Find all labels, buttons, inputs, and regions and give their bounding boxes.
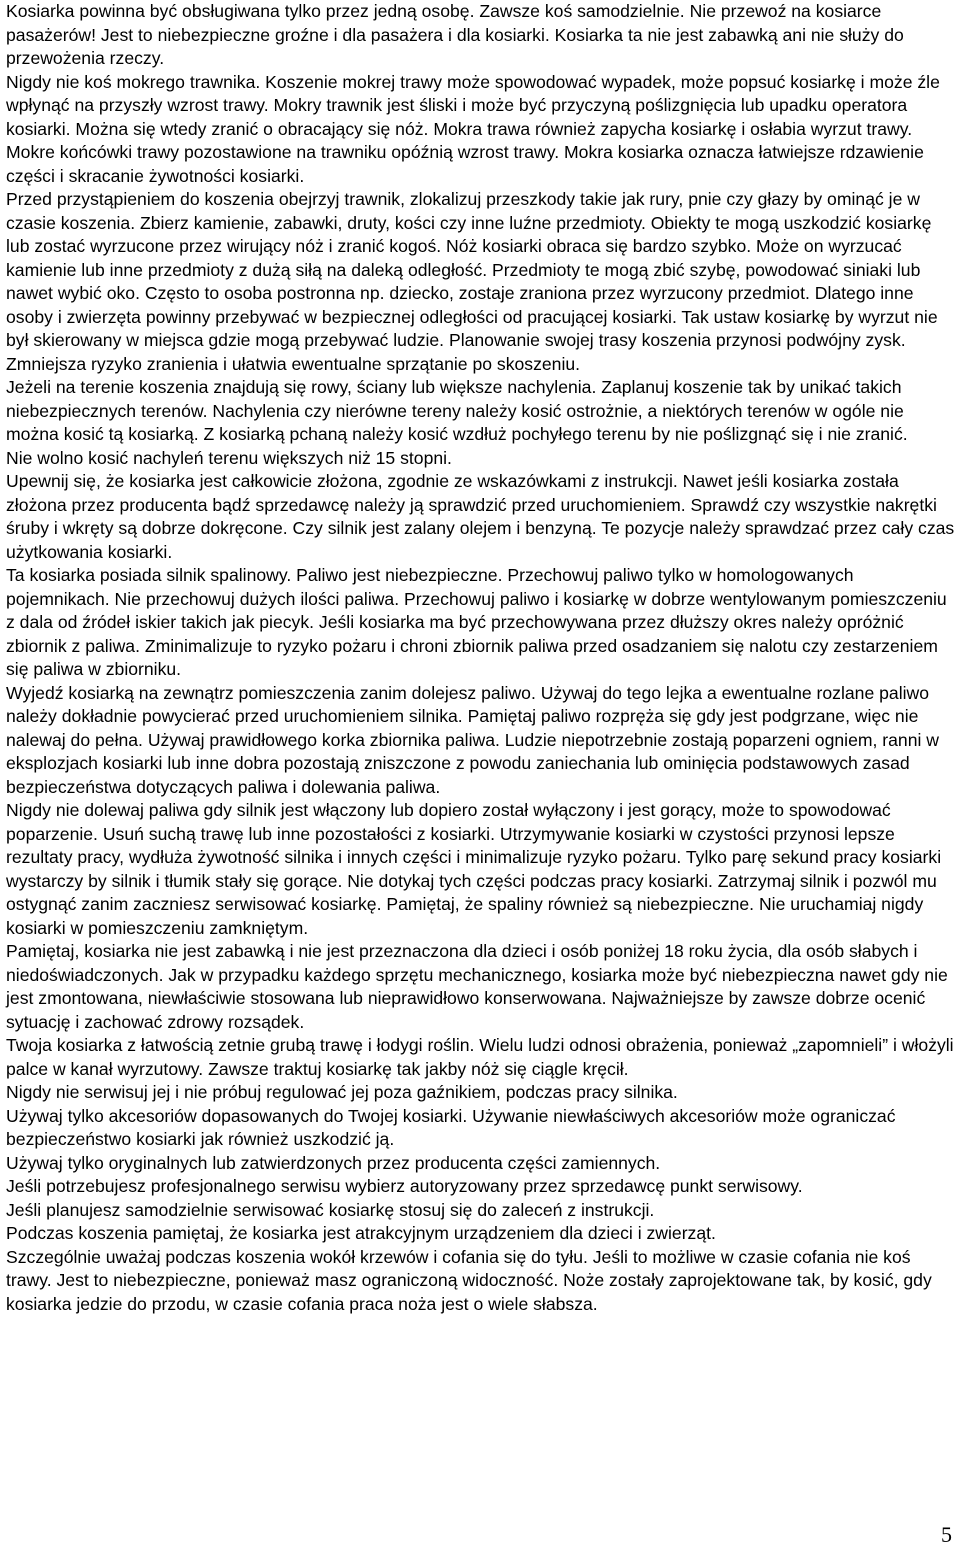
paragraph-discharge-chute: Twoja kosiarka z łatwością zetnie grubą trawę i łodygi roślin. Wielu ludzi odnosi obrażenia, ponieważ „zapomnieli” i włożyli palce w kanał wyrzutowy. Zawsze traktuj kosiarkę tak jakby nóż się ciągle kręcił. [6, 1035, 954, 1079]
document-body [6, 0, 956, 1316]
paragraph-authorized-service: Jeśli potrzebujesz profesjonalnego serwisu wybierz autoryzowany przez sprzedawcę punkt serwisowy. [6, 1176, 803, 1196]
paragraph-self-service: Jeśli planujesz samodzielnie serwisować kosiarkę stosuj się do zaleceń z instrukcji. [6, 1199, 655, 1220]
paragraph-inspect-lawn: Przed przystąpieniem do koszenia obejrzyj trawnik, zlokalizuj przeszkody takie jak rury, pnie czy głazy by ominąć je w czasie koszenia. Zbierz kamienie, zabawki, druty, kości czy inne luźne przedmioty. Obiekty te mogą uszkodzić kosiarkę lub zostać wyrzucone przez wirujący nóż i zranić kogoś. Nóż kosiarki obraca się bardzo szybko. Może on wyrzucać kamienie lub inne przedmioty z dużą siłą na daleką odległość. Przedmioty te mogą zbić szybę, powodować siniaki lub nawet wybić oko. Często to osoba postronna np. dziecko, zostaje zraniona przez wyrzucony przedmiot. Dlatego inne osoby i zwierzęta powinny przebywać w bezpiecznej odległości od pracującej kosiarki. Tak ustaw kosiarkę by wyrzut nie był skierowany w miejsca gdzie mogą przebywać ludzie. Planowanie swojej trasy koszenia przynosi podwójny zysk. Zmniejsza ryzyko zranienia i ułatwia ewentualne sprzątanie po skoszeniu. [6, 189, 938, 374]
paragraph-wet-lawn: Nigdy nie koś mokrego trawnika. Koszenie mokrej trawy może spowodować wypadek, może popsuć kosiarkę i może źle wpłynąć na przyszły wzrost trawy. Mokry trawnik jest śliski i może być przyczyną poślizgnięcia lub upadku operatora kosiarki. Można się wtedy zranić o obracający się nóż. Mokra trawa również zapycha kosiarkę i osłabia wyrzut trawy. Mokre końcówki trawy pozostawione na trawniku opóźnią wzrost trawy. Mokra kosiarka oznacza łatwiejsze rdzawienie części i skracanie żywotności kosiarki. [6, 71, 940, 186]
paragraph-accessories: Używaj tylko akcesoriów dopasowanych do Twojej kosiarki. Używanie niewłaściwych akcesoriów może ograniczać bezpieczeństwo kosiarki jak również uszkodzić ją. [6, 1105, 896, 1149]
paragraph-reversing: Szczególnie uważaj podczas koszenia wokół krzewów i cofania się do tyłu. Jeśli to możliwe w czasie cofania nie koś trawy. Jest to niebezpieczne, ponieważ masz ograniczoną widoczność. Noże zostały zaprojektowane tak, by kosić, gdy kosiarka jedzie do przodu, w czasie cofania praca noża jest o wiele słabsza. [6, 1246, 932, 1314]
paragraph-refueling: Wyjedź kosiarką na zewnątrz pomieszczenia zanim dolejesz paliwo. Używaj do tego lejka a ewentualne rozlane paliwo należy dokładnie powycierać przed uruchomieniem silnika. Pamiętaj paliwo rozpręża się gdy jest podgrzane, więc nie nalewaj do pełna. Używaj prawidłowego korka zbiornika paliwa. Ludzie niepotrzebnie zostają poparzeni ogniem, ranni w eksplozjach kosiarki lub inne dobra pozostają zniszczone z powodu zaniechania lub ominięcia podstawowych zasad bezpieczeństwa dotyczących paliwa i dolewania paliwa. [6, 682, 940, 797]
paragraph-assembly-check: Upewnij się, że kosiarka jest całkowicie złożona, zgodnie ze wskazówkami z instrukcji. Nawet jeśli kosiarka została złożona przez producenta bądź sprzedawcę należy ją sprawdzić przed uruchomieniem. Sprawdź czy wszystkie nakrętki śruby i wkręty są dobrze dokręcone. Czy silnik jest zalany olejem i benzyną. Te pozycje należy sprawdzać przez cały czas użytkowania kosiarki. [6, 471, 955, 562]
paragraph-no-passengers: Kosiarka powinna być obsługiwana tylko przez jedną osobę. Zawsze koś samodzielnie. Nie przewoź na kosiarce pasażerów! Jest to niebezpieczne groźne i dla pasażera i dla kosiarki. Kosiarka ta nie jest zabawką ani nie służy do przewożenia rzeczy. [6, 1, 904, 68]
paragraph-hot-engine: Nigdy nie dolewaj paliwa gdy silnik jest włączony lub dopiero został wyłączony i jest gorący, może to spowodować poparzenie. Usuń suchą trawę lub inne pozostałości z kosiarki. Utrzymywanie kosiarki w czystości przynosi lepsze rezultaty pracy, wydłuża żywotność silnika i innych części i minimalizuje ryzyko pożaru. Tylko parę sekund pracy kosiarki wystarczy by silnik i tłumik stały się gorące. Nie dotykaj tych części podczas pracy kosiarki. Zatrzymaj silnik i pozwól mu ostygnąć zanim zaczniesz serwisować kosiarkę. Pamiętaj, że spaliny również są niebezpieczne. Nie uruchamiaj nigdy kosiarki w pomieszczeniu zamkniętym. [6, 800, 942, 938]
paragraph-children-animals: Podczas koszenia pamiętaj, że kosiarka jest atrakcyjnym urządzeniem dla dzieci i zwierząt. [6, 1223, 716, 1243]
paragraph-no-service-running: Nigdy nie serwisuj jej i nie próbuj regulować jej poza gaźnikiem, podczas pracy silnika. [6, 1082, 678, 1102]
page-number: 5 [941, 1522, 952, 1547]
paragraph-fuel-storage: Ta kosiarka posiada silnik spalinowy. Paliwo jest niebezpieczne. Przechowuj paliwo tylko w homologowanych pojemnikach. Nie przechowuj dużych ilości paliwa. Przechowuj paliwo i kosiarkę w dobrze wentylowanym pomieszczeniu z dala od źródeł iskier takich jak piecyk. Jeśli kosiarka ma być przechowywana przez dłuższy okres należy opróżnić zbiornik z paliwa. Zminimalizuje to ryzyko pożaru i chroni zbiornik paliwa przed osadzaniem się nalotu czy zestarzeniem się paliwa w zbiorniku. [6, 565, 947, 679]
paragraph-not-a-toy: Pamiętaj, kosiarka nie jest zabawką i nie jest przeznaczona dla dzieci i osób poniżej 18 roku życia, dla osób słabych i niedoświadczonych. Jak w przypadku każdego sprzętu mechanicznego, kosiarka może być niebezpieczna nawet gdy nie jest zmontowana, niewłaściwie stosowana lub nieprawidłowo konserwowana. Najważniejsze by zawsze dobrze ocenić sytuację i zachować zdrowy rozsądek. [6, 941, 948, 1032]
paragraph-slope-limit: Nie wolno kosić nachyleń terenu większych niż 15 stopni. [6, 447, 452, 468]
paragraph-spare-parts: Używaj tylko oryginalnych lub zatwierdzonych przez producenta części zamiennych. [6, 1152, 661, 1173]
paragraph-slopes: Jeżeli na terenie koszenia znajdują się rowy, ściany lub większe nachylenia. Zaplanuj koszenie tak by unikać takich niebezpiecznych terenów. Nachylenia czy nierówne tereny należy kosić ostrożnie, a niektórych terenów w ogóle nie można kosić tą kosiarką. Z kosiarką pchaną należy kosić wzdłuż pochyłego terenu by nie poślizgnąć się i nie zranić. [6, 377, 908, 444]
